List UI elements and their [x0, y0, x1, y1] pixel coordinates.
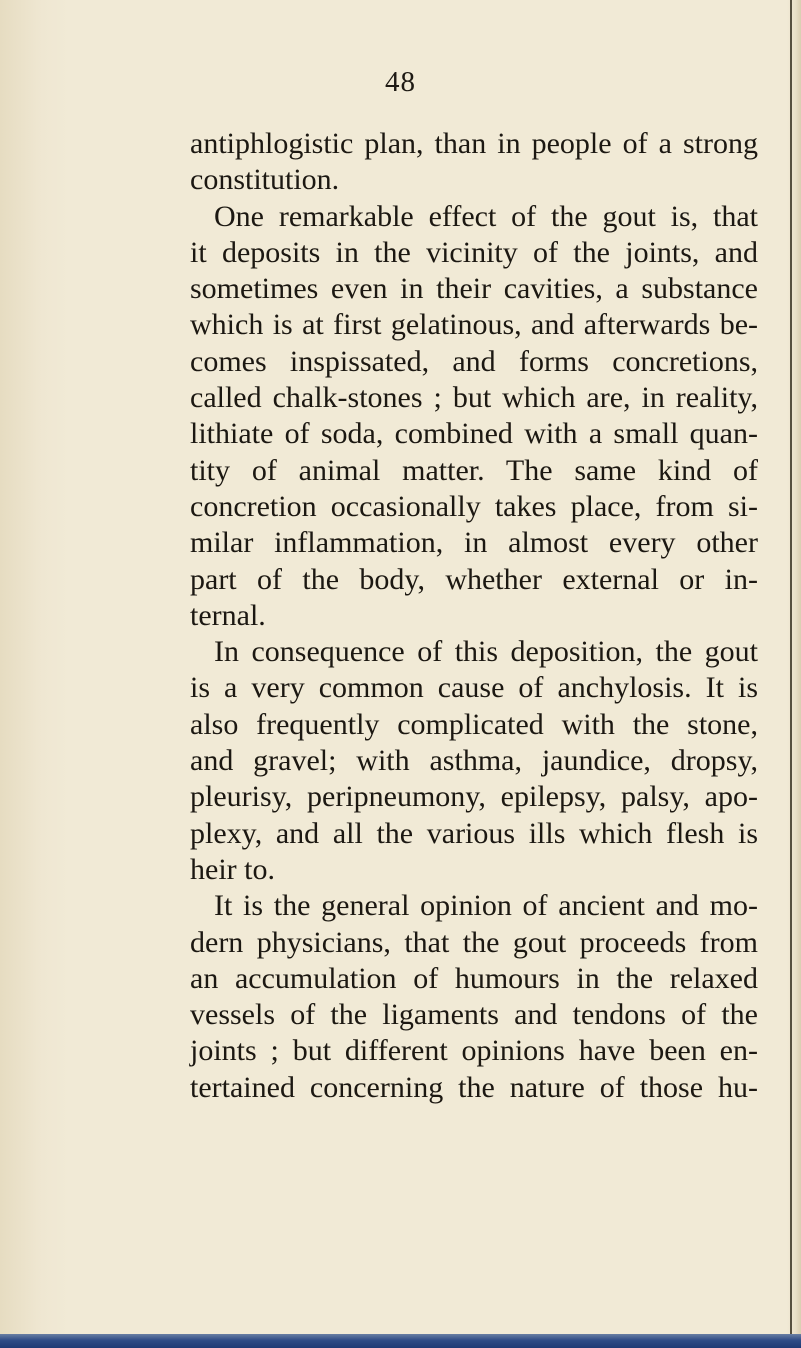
text-line: part of the body, whether external or in-: [190, 562, 758, 596]
scanner-bottom-strip: [0, 1334, 801, 1348]
text-line: lithiate of soda, combined with a small quan-: [190, 417, 758, 451]
text-line: comes inspissated, and forms concretions,: [190, 344, 758, 378]
text-line: One remarkable effect of the gout is, that: [214, 199, 758, 233]
text-line: sometimes even in their cavities, a substance: [190, 272, 758, 306]
text-line: vessels of the ligaments and tendons of the: [190, 998, 758, 1032]
text-line: antiphlogistic plan, than in people of a strong: [190, 127, 758, 160]
text-line: tertained concerning the nature of those hu-: [190, 1070, 758, 1104]
text-line: called chalk-stones ; but which are, in reality,: [190, 381, 758, 415]
gutter-shadow: [0, 0, 70, 1348]
text-line: and gravel; with asthma, jaundice, dropsy,: [190, 744, 758, 778]
text-line: also frequently complicated with the stone,: [190, 707, 758, 741]
text-line: it deposits in the vicinity of the joints, and: [190, 235, 758, 269]
text-line: It is the general opinion of ancient and mo-: [214, 889, 758, 923]
page-number: 48: [385, 66, 416, 98]
text-line: pleurisy, peripneumony, epilepsy, palsy, apo-: [190, 780, 758, 814]
text-line: ternal.: [190, 598, 266, 632]
text-line: In consequence of this deposition, the gout: [214, 635, 758, 669]
text-line: which is at first gelatinous, and afterwards be-: [190, 308, 758, 342]
text-line: joints ; but different opinions have been en-: [190, 1034, 758, 1068]
text-line: an accumulation of humours in the relaxed: [190, 961, 758, 995]
text-line: is a very common cause of anchylosis. It is: [190, 671, 758, 705]
text-line: tity of animal matter. The same kind of: [190, 453, 758, 487]
text-line: dern physicians, that the gout proceeds from: [190, 925, 758, 959]
text-line: constitution.: [190, 163, 340, 197]
text-line: heir to.: [190, 852, 275, 886]
text-line: plexy, and all the various ills which flesh is: [190, 816, 758, 850]
page-edge-line: [790, 0, 792, 1336]
text-line: concretion occasionally takes place, from si-: [190, 489, 758, 523]
text-line: milar inflammation, in almost every other: [190, 526, 758, 560]
body-text: [190, 126, 758, 1106]
